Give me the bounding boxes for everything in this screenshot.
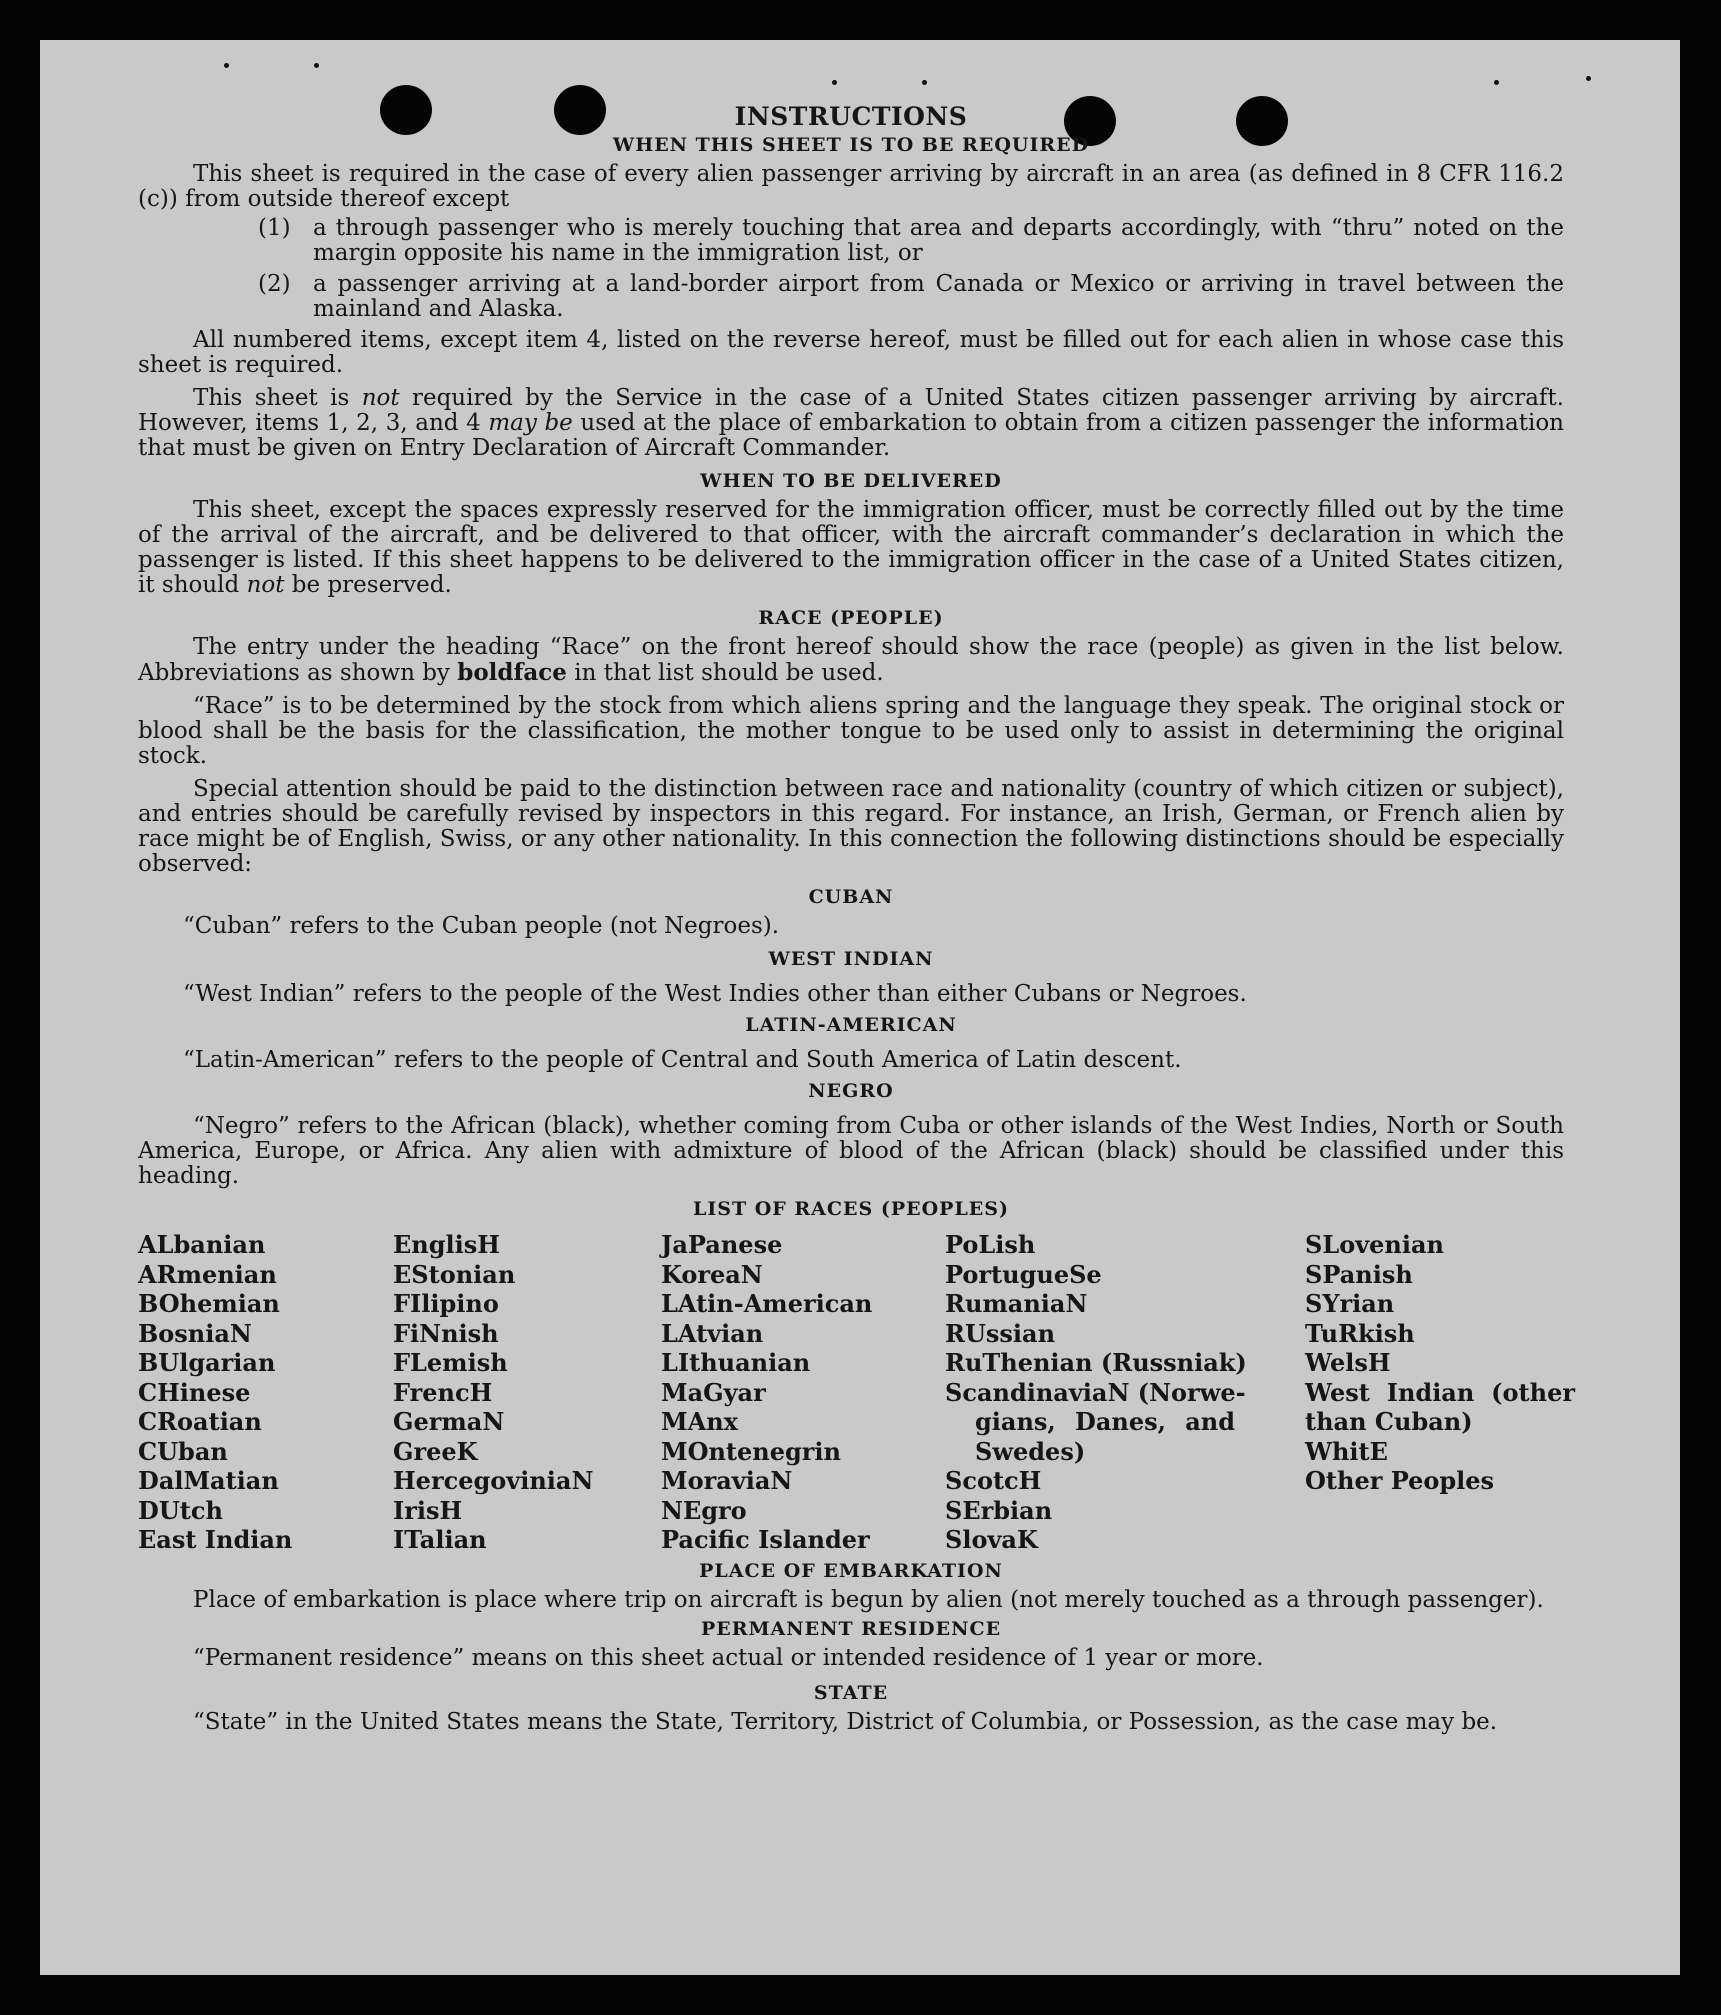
- numbered-items-paragraph: All numbered items, except item 4, listed on the reverse hereof, must be filled out for each alien in whose case this sheet is required.: [138, 327, 1564, 378]
- race-paragraph-3: Special attention should be paid to the distinction between race and nationality (country of which citizen or subject), and entries should be carefully revised by inspectors in this regard. For instance, an Irish, German, or French alien by race might be of English, Swiss, or any other nationality. In this connection the following distinctions should be especially observed:: [138, 776, 1564, 877]
- race-entry: LIthuanian: [661, 1348, 811, 1377]
- section-heading-embarkation: PLACE OF EMBARKATION: [699, 1559, 1003, 1582]
- race-entry: WelsH: [1305, 1348, 1391, 1377]
- race-entry: MaGyar: [661, 1377, 766, 1407]
- race-entry: ITalian: [393, 1525, 487, 1554]
- section-heading-list-of-races: LIST OF RACES (PEOPLES): [693, 1198, 1009, 1220]
- race-entry-scandinavian-cont: Swedes): [975, 1436, 1086, 1466]
- races-column-3: [661, 1230, 945, 1555]
- section-heading-negro: NEGRO: [808, 1080, 894, 1102]
- speck: [832, 80, 837, 85]
- race-entry: BosniaN: [138, 1318, 252, 1348]
- speck: [1586, 76, 1591, 81]
- section-heading-when-delivered: WHEN TO BE DELIVERED: [700, 470, 1002, 492]
- item-text: a passenger arriving at a land-border airport from Canada or Mexico or arriving in travel between the mainland and Alaska.: [313, 271, 1564, 322]
- race-entry: TuRkish: [1305, 1318, 1415, 1348]
- item-text: a through passenger who is merely touching that area and departs accordingly, with “thru” noted on the margin opposite his name in the immigration list, or: [313, 215, 1564, 266]
- speck: [314, 63, 319, 68]
- race-entry: RuThenian (Russniak): [945, 1348, 1247, 1377]
- race-entry: KoreaN: [661, 1259, 763, 1289]
- races-column-1: [138, 1230, 393, 1555]
- race-entry: MAnx: [661, 1407, 738, 1436]
- race-entry: FLemish: [393, 1348, 508, 1377]
- race-entry: BOhemian: [138, 1289, 280, 1318]
- section-heading-cuban: CUBAN: [808, 886, 894, 908]
- section-heading-residence: PERMANENT RESIDENCE: [700, 1617, 1002, 1640]
- race-entry: FrencH: [393, 1377, 493, 1407]
- section-heading-race: RACE (PEOPLE): [758, 607, 944, 629]
- race-entry: HercegoviniaN: [393, 1466, 594, 1495]
- instructions-content: [138, 100, 1575, 1739]
- race-entry-scandinavian: ScandinaviaN (Norwe-: [945, 1377, 1246, 1407]
- race-entry: East Indian: [138, 1525, 293, 1554]
- race-entry: EStonian: [393, 1259, 516, 1289]
- speck: [1494, 80, 1499, 85]
- race-entry: Pacific Islander: [661, 1525, 870, 1554]
- race-entry-scandinavian-cont: gians, Danes, and: [975, 1407, 1235, 1436]
- race-entry: WhitE: [1305, 1436, 1388, 1466]
- race-entry: SLovenian: [1305, 1230, 1444, 1259]
- race-entry: PortugueSe: [945, 1259, 1102, 1289]
- races-column-5: [1305, 1230, 1575, 1555]
- race-entry: Other Peoples: [1305, 1466, 1495, 1495]
- race-entry: GermaN: [393, 1407, 505, 1436]
- race-entry: MOntenegrin: [661, 1436, 841, 1466]
- emphasis-not: not: [361, 385, 400, 411]
- cuban-definition: “Cuban” refers to the Cuban people (not Negroes).: [183, 913, 780, 939]
- west-indian-definition: “West Indian” refers to the people of the West Indies other than either Cubans or Negroes.: [183, 981, 1247, 1007]
- section-heading-state: STATE: [813, 1681, 889, 1704]
- emphasis-may-be: may be: [488, 410, 573, 436]
- race-entry: NEgro: [661, 1495, 747, 1525]
- residence-definition: “Permanent residence” means on this sheet actual or intended residence of 1 year or more.: [193, 1644, 1264, 1671]
- race-entry: CHinese: [138, 1377, 251, 1407]
- when-required-intro: This sheet is required in the case of every alien passenger arriving by aircraft in an area (as defined in 8 CFR 116.2 (c)) from outside thereof except: [138, 161, 1564, 212]
- race-entry: RumaniaN: [945, 1289, 1088, 1318]
- document-sheet: [40, 40, 1680, 1975]
- emphasis-not: not: [246, 572, 285, 598]
- race-entry: EnglisH: [393, 1230, 500, 1259]
- race-entry: LAtin-American: [661, 1289, 873, 1318]
- race-entry: FIlipino: [393, 1289, 499, 1318]
- race-entry: CRoatian: [138, 1407, 262, 1436]
- latin-american-definition: “Latin-American” refers to the people of Central and South America of Latin descent.: [183, 1047, 1182, 1073]
- race-entry: IrisH: [393, 1495, 463, 1525]
- section-heading-west-indian: WEST INDIAN: [768, 948, 934, 970]
- race-entry: ALbanian: [138, 1230, 266, 1259]
- races-list: [138, 1230, 1575, 1555]
- race-entry: BUlgarian: [138, 1348, 276, 1377]
- race-entry: SErbian: [945, 1495, 1053, 1525]
- race-entry-west-indian: West Indian (other: [1305, 1377, 1575, 1407]
- races-column-2: [393, 1230, 661, 1555]
- race-paragraph-2: “Race” is to be determined by the stock from which aliens spring and the language they speak. The original stock or blood shall be the basis for the classification, the mother tongue to be used only to assist in determining the original stock.: [138, 693, 1564, 769]
- exception-item-1: [258, 216, 1564, 266]
- race-entry: DUtch: [138, 1495, 223, 1525]
- state-definition: “State” in the United States means the State, Territory, District of Columbia, or Possession, as the case may be.: [193, 1708, 1498, 1735]
- race-entry: RUssian: [945, 1318, 1056, 1348]
- when-delivered-text: This sheet, except the spaces expressly reserved for the immigration officer, must be correctly filled out by the time of the arrival of the aircraft, and be delivered to that officer, with the aircraft commander’s declaration in which the passenger is listed. If this sheet happens to be delivered to the immigration officer in the case of a United States citizen, it should not be preserved.: [138, 497, 1564, 598]
- race-entry: SlovaK: [945, 1525, 1038, 1554]
- item-number: (2): [258, 271, 291, 297]
- race-entry: SYrian: [1305, 1289, 1395, 1318]
- embarkation-definition: Place of embarkation is place where trip on aircraft is begun by alien (not merely touched as a through passenger).: [193, 1586, 1544, 1613]
- race-entry: JaPanese: [661, 1230, 783, 1259]
- section-heading-latin-american: LATIN-AMERICAN: [745, 1014, 957, 1036]
- race-entry: LAtvian: [661, 1318, 764, 1348]
- race-entry: MoraviaN: [661, 1466, 793, 1495]
- speck: [224, 63, 229, 68]
- race-entry: PoLish: [945, 1230, 1036, 1259]
- race-entry: ScotcH: [945, 1466, 1042, 1495]
- races-column-4: [945, 1230, 1305, 1555]
- boldface-word: boldface: [457, 659, 567, 686]
- race-entry: FiNnish: [393, 1318, 499, 1348]
- negro-definition: “Negro” refers to the African (black), whether coming from Cuba or other islands of the West Indies, North or South America, Europe, or Africa. Any alien with admixture of blood of the African (black) should be classified under this heading.: [138, 1113, 1564, 1189]
- exception-item-2: [258, 272, 1564, 322]
- citizen-paragraph: This sheet is not required by the Service in the case of a United States citizen passenger arriving by aircraft. However, items 1, 2, 3, and 4 may be used at the place of embarkation to obtain from a citizen passenger the information that must be given on Entry Declaration of Aircraft Commander.: [138, 385, 1564, 461]
- race-entry-west-indian-cont: than Cuban): [1305, 1407, 1473, 1436]
- race-entry: DalMatian: [138, 1466, 279, 1495]
- race-entry: ARmenian: [138, 1259, 277, 1289]
- item-number: (1): [258, 215, 291, 241]
- race-entry: GreeK: [393, 1436, 478, 1466]
- race-entry: CUban: [138, 1436, 228, 1466]
- race-entry: SPanish: [1305, 1259, 1413, 1289]
- section-heading-when-required: WHEN THIS SHEET IS TO BE REQUIRED: [612, 134, 1090, 156]
- speck: [922, 80, 927, 85]
- page-title: INSTRUCTIONS: [734, 102, 968, 131]
- race-paragraph-1: The entry under the heading “Race” on the front hereof should show the race (people) as given in the list below. Abbreviations as shown by boldface in that list should be used.: [138, 634, 1564, 686]
